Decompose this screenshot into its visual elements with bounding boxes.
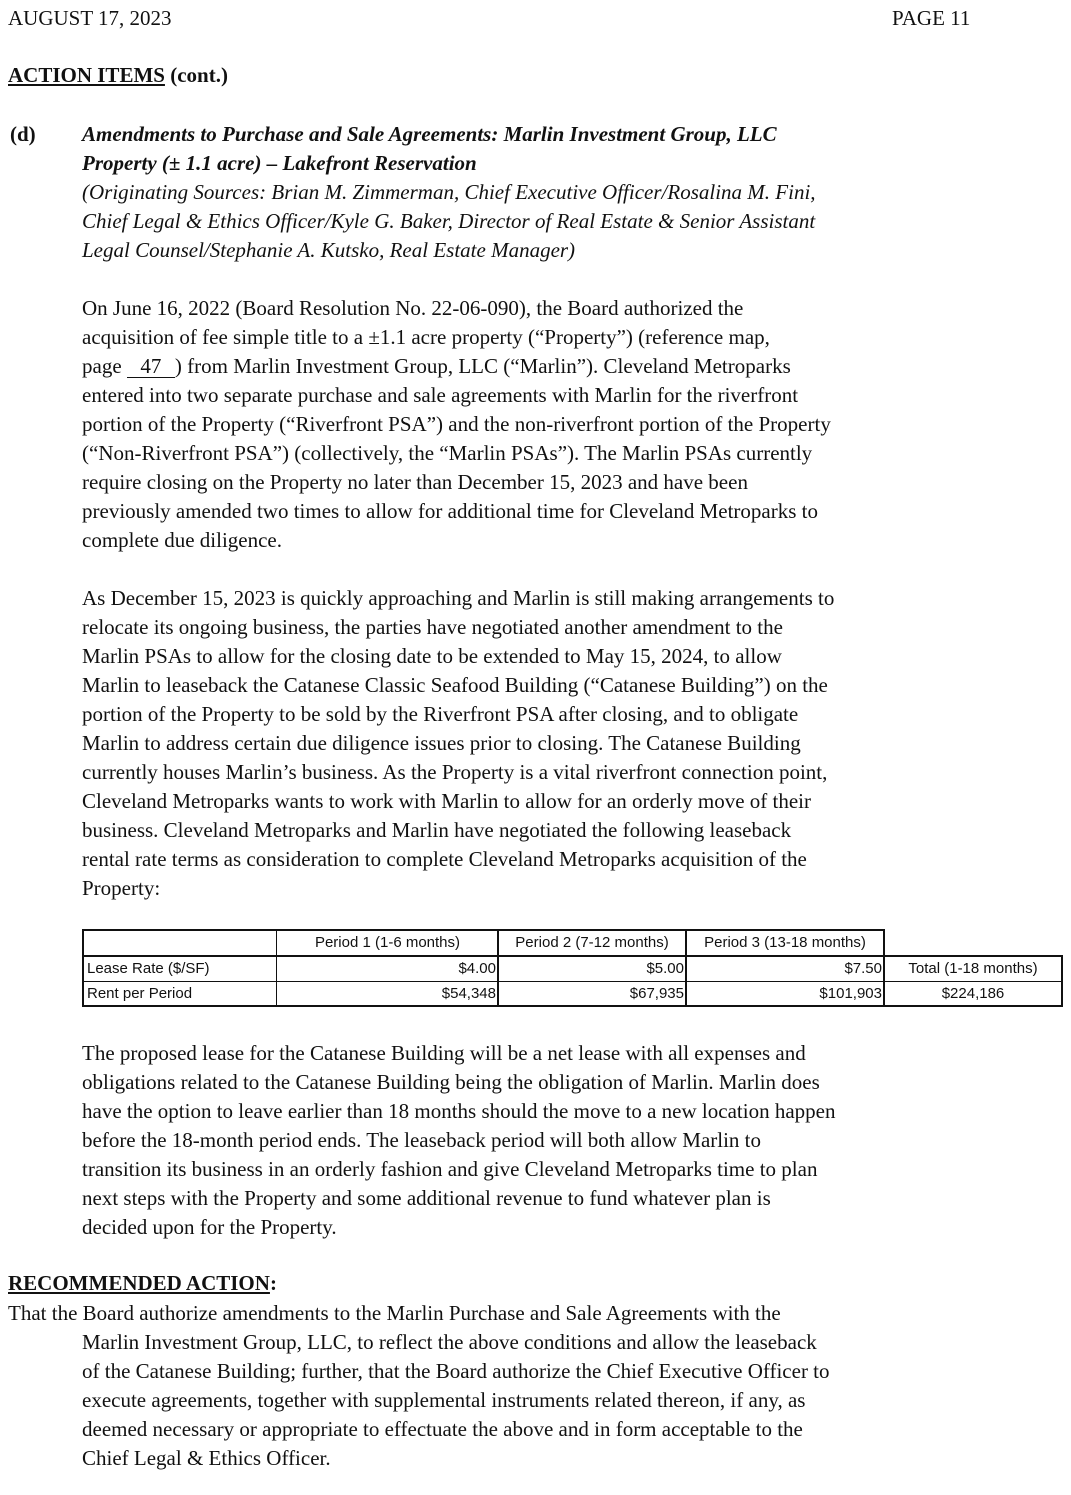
table-header-total: Total (1-18 months)	[908, 960, 1038, 977]
paragraph-line: portion of the Property to be sold by the Riverfront PSA after closing, and to obligate	[82, 702, 799, 726]
table-cell-rent-p3: $101,903	[819, 985, 882, 1002]
table-rule	[82, 981, 1063, 982]
table-cell-rent-p1: $54,348	[441, 985, 496, 1002]
paragraph-line: have the option to leave earlier than 18 months should the move to a new location happen	[82, 1099, 836, 1123]
paragraph-line: rental rate terms as consideration to complete Cleveland Metroparks acquisition of the	[82, 847, 807, 871]
paragraph-line: previously amended two times to allow for additional time for Cleveland Metroparks to	[82, 499, 818, 523]
table-header-period-3: Period 3 (13-18 months)	[704, 934, 866, 951]
table-rule	[685, 929, 687, 1007]
paragraph-lease-terms	[82, 1039, 1002, 1242]
item-letter: (d)	[10, 122, 36, 146]
section-title-text: ACTION ITEMS	[8, 63, 165, 87]
paragraph-line: entered into two separate purchase and sale agreements with Marlin for the riverfront	[82, 383, 799, 407]
table-rule	[82, 1005, 1063, 1007]
page-ref-prefix: page	[82, 354, 127, 378]
paragraph-line	[82, 352, 1002, 381]
paragraph-line: next steps with the Property and some additional revenue to fund whatever plan is	[82, 1186, 771, 1210]
paragraph-line: transition its business in an orderly fashion and give Cleveland Metroparks time to plan	[82, 1157, 818, 1181]
table-cell-lease-rate-p1: $4.00	[458, 960, 496, 977]
paragraph-line: portion of the Property (“Riverfront PSA”) and the non-riverfront portion of the Property	[82, 412, 831, 436]
paragraph-line: (“Non-Riverfront PSA”) (collectively, the “Marlin PSAs”). The Marlin PSAs currently	[82, 441, 813, 465]
recommended-action-heading	[8, 1271, 277, 1296]
item-sources-line-2: Chief Legal & Ethics Officer/Kyle G. Baker, Director of Real Estate & Senior Assistant	[82, 209, 816, 233]
table-header-period-2: Period 2 (7-12 months)	[515, 934, 669, 951]
table-rule	[82, 929, 885, 931]
paragraph-amendment	[82, 584, 1002, 903]
recommended-action-title: RECOMMENDED ACTION	[8, 1271, 270, 1295]
paragraph-line: currently houses Marlin’s business. As the Property is a vital riverfront connection point,	[82, 760, 828, 784]
section-title-suffix: (cont.)	[164, 63, 228, 87]
table-cell-lease-rate-p3: $7.50	[844, 960, 882, 977]
recommended-action-first-line: That the Board authorize amendments to the Marlin Purchase and Sale Agreements with the	[8, 1301, 781, 1325]
header-page-number: PAGE 11	[892, 6, 971, 30]
recommended-action-body	[82, 1328, 1002, 1473]
paragraph-background	[82, 294, 1002, 555]
recommended-action-colon: :	[269, 1271, 277, 1295]
paragraph-line: of the Catanese Building; further, that the Board authorize the Chief Executive Officer to	[82, 1359, 830, 1383]
table-rule	[276, 929, 277, 1007]
item-title-line-1: Amendments to Purchase and Sale Agreements: Marlin Investment Group, LLC	[82, 122, 777, 146]
paragraph-line: Marlin PSAs to allow for the closing date to be extended to May 15, 2024, to allow	[82, 644, 782, 668]
paragraph-line: deemed necessary or appropriate to effectuate the above and in form acceptable to the	[82, 1417, 803, 1441]
paragraph-line: obligations related to the Catanese Building being the obligation of Marlin. Marlin does	[82, 1070, 820, 1094]
paragraph-line: Marlin to address certain due diligence issues prior to closing. The Catanese Building	[82, 731, 801, 755]
paragraph-line: The proposed lease for the Catanese Building will be a net lease with all expenses and	[82, 1041, 806, 1065]
paragraph-line: Marlin Investment Group, LLC, to reflect the above conditions and allow the leaseback	[82, 1330, 817, 1354]
table-header-period-1: Period 1 (1-6 months)	[314, 934, 461, 951]
paragraph-line: acquisition of fee simple title to a ±1.1 acre property (“Property”) (reference map,	[82, 325, 770, 349]
table-rule	[82, 955, 1063, 957]
paragraph-line: execute agreements, together with supplemental instruments related thereon, if any, as	[82, 1388, 806, 1412]
table-cell-rent-total: $224,186	[941, 985, 1005, 1002]
paragraph-line: require closing on the Property no later than December 15, 2023 and have been	[82, 470, 748, 494]
page-ref-suffix: ) from Marlin Investment Group, LLC (“Marlin”). Cleveland Metroparks	[174, 354, 791, 378]
paragraph-line: relocate its ongoing business, the parties have negotiated another amendment to the	[82, 615, 783, 639]
paragraph-line: On June 16, 2022 (Board Resolution No. 22-06-090), the Board authorized the	[82, 296, 744, 320]
paragraph-line: Chief Legal & Ethics Officer.	[82, 1446, 331, 1470]
paragraph-line: business. Cleveland Metroparks and Marlin have negotiated the following leaseback	[82, 818, 792, 842]
map-page-reference: 47	[127, 355, 175, 378]
item-heading	[82, 120, 1042, 265]
section-title	[8, 63, 228, 88]
table-rule	[82, 929, 84, 1007]
table-row-label-lease-rate: Lease Rate ($/SF)	[87, 960, 210, 977]
item-sources-line-1: (Originating Sources: Brian M. Zimmerman, Chief Executive Officer/Rosalina M. Fini,	[82, 180, 816, 204]
paragraph-line: before the 18-month period ends. The leaseback period will both allow Marlin to	[82, 1128, 762, 1152]
header-date: AUGUST 17, 2023	[8, 6, 172, 30]
table-rule	[497, 929, 499, 1007]
paragraph-line: Marlin to leaseback the Catanese Classic Seafood Building (“Catanese Building”) on the	[82, 673, 828, 697]
table-cell-rent-p2: $67,935	[629, 985, 684, 1002]
paragraph-line: Property:	[82, 876, 161, 900]
table-cell-lease-rate-p2: $5.00	[646, 960, 684, 977]
paragraph-line: As December 15, 2023 is quickly approaching and Marlin is still making arrangements to	[82, 586, 835, 610]
table-row-label-rent: Rent per Period	[87, 985, 193, 1002]
paragraph-line: decided upon for the Property.	[82, 1215, 337, 1239]
paragraph-line: complete due diligence.	[82, 528, 283, 552]
table-rule	[883, 929, 885, 1007]
item-sources-line-3: Legal Counsel/Stephanie A. Kutsko, Real Estate Manager)	[82, 238, 576, 262]
item-title-line-2: Property (± 1.1 acre) – Lakefront Reservation	[82, 151, 477, 175]
paragraph-line: Cleveland Metroparks wants to work with Marlin to allow for an orderly move of their	[82, 789, 811, 813]
table-rule	[1061, 955, 1063, 1007]
